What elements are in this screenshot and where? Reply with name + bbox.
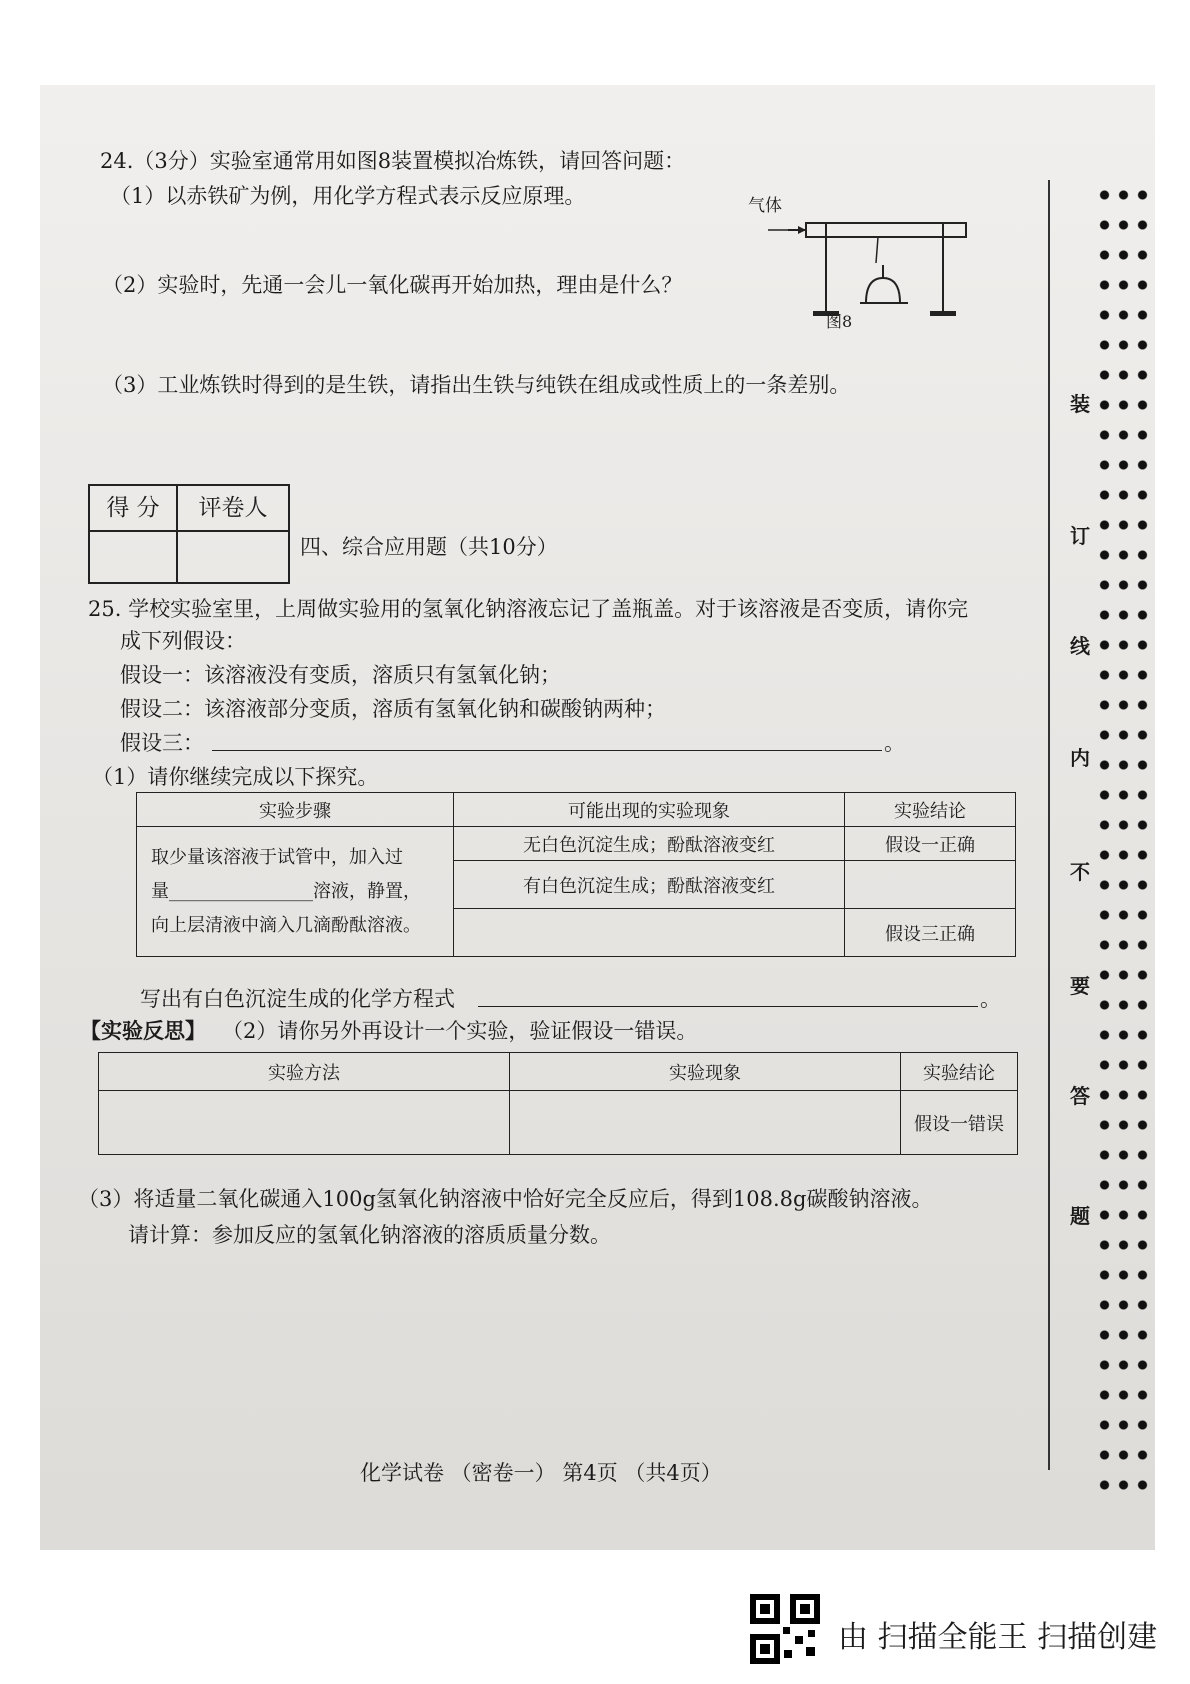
reflection-label: 【实验反思】: [80, 1018, 206, 1043]
q24-part2: （2）实验时，先通一会儿一氧化碳再开始加热，理由是什么？: [102, 273, 683, 297]
table1-header-step: 实验步骤: [137, 793, 454, 827]
experiment-table-2: [98, 1052, 1018, 1155]
binding-char: 装: [1070, 392, 1090, 416]
hypothesis-3-label: 假设三：: [120, 731, 204, 755]
q25-part3-line2: 请计算：参加反应的氢氧化钠溶液的溶质质量分数。: [128, 1223, 611, 1247]
reflection-text: （2）请你另外再设计一个实验，验证假设一错误。: [222, 1019, 698, 1043]
table1-phenomenon-1: 无白色沉淀生成；酚酞溶液变红: [454, 827, 845, 861]
q24-stem: 24.（3分）实验室通常用如图8装置模拟冶炼铁，请回答问题：: [100, 149, 686, 173]
step-line-2: 量________________溶液，静置，: [151, 880, 421, 902]
binding-char: 题: [1070, 1204, 1090, 1228]
table1-conclusion-2[interactable]: [845, 861, 1016, 909]
q25-part3-line1: （3）将适量二氧化碳通入100g氢氧化钠溶液中恰好完全反应后，得到108.8g碳酸钠溶液。: [78, 1187, 933, 1211]
binding-char: 内: [1070, 746, 1090, 770]
page-footer: 化学试卷 （密卷一） 第4页 （共4页）: [360, 1461, 722, 1485]
gas-label: 气体: [748, 196, 782, 216]
hypothesis-3-blank[interactable]: [212, 750, 882, 751]
equation-blank[interactable]: [478, 1006, 978, 1007]
step-line-3: 向上层清液中滴入几滴酚酞溶液。: [151, 914, 421, 936]
scanner-text: 由 扫描全能王 扫描创建: [838, 1620, 1158, 1655]
qr-code-icon: [750, 1594, 820, 1664]
step-line-1: 取少量该溶液于试管中，加入过: [151, 846, 403, 868]
binding-char: 不: [1070, 860, 1090, 884]
experiment-table-1: [136, 792, 1016, 957]
hypothesis-3-period: 。: [884, 731, 905, 755]
grader-label: 评卷人: [198, 495, 268, 521]
binding-char: 答: [1070, 1084, 1090, 1108]
q25-part1: （1）请你继续完成以下探究。: [92, 765, 379, 789]
binding-char: 订: [1070, 524, 1090, 548]
table2-header-method: 实验方法: [99, 1053, 510, 1091]
table2-header-conclusion: 实验结论: [901, 1053, 1018, 1091]
section-4-title: 四、综合应用题（共10分）: [300, 535, 558, 559]
binding-line: [1048, 180, 1050, 1470]
table1-header-phenomenon: 可能出现的实验现象: [454, 793, 845, 827]
figure-8-apparatus: [748, 196, 978, 363]
table2-header-phenomenon: 实验现象: [510, 1053, 901, 1091]
table1-conclusion-1: 假设一正确: [845, 827, 1016, 861]
q25-stem-line1: 25. 学校实验室里，上周做实验用的氢氧化钠溶液忘记了盖瓶盖。对于该溶液是否变质，请你完: [88, 597, 969, 621]
table1-conclusion-3: 假设三正确: [845, 909, 1016, 957]
table1-phenomenon-2: 有白色沉淀生成；酚酞溶液变红: [454, 861, 845, 909]
q24-part3: （3）工业炼铁时得到的是生铁，请指出生铁与纯铁在组成或性质上的一条差别。: [102, 373, 851, 397]
score-box: [88, 484, 290, 584]
q25-stem-line2: 成下列假设：: [120, 629, 246, 653]
figure-caption: 图8: [826, 312, 853, 331]
table2-phenomenon-cell[interactable]: [510, 1091, 901, 1155]
table2-method-cell[interactable]: [99, 1091, 510, 1155]
table2-conclusion-cell: 假设一错误: [901, 1091, 1018, 1155]
hypothesis-2: 假设二：该溶液部分变质，溶质有氢氧化钠和碳酸钠两种；: [120, 697, 666, 721]
binding-char: 要: [1070, 974, 1090, 998]
binding-char: 线: [1070, 634, 1090, 658]
equation-prompt: 写出有白色沉淀生成的化学方程式: [140, 987, 455, 1011]
score-label: 得 分: [90, 486, 178, 530]
equation-period: 。: [980, 987, 1001, 1011]
table1-step-cell: [137, 827, 454, 957]
q24-part1: （1）以赤铁矿为例，用化学方程式表示反应原理。: [110, 184, 586, 208]
table1-header-conclusion: 实验结论: [845, 793, 1016, 827]
binding-dots: [1095, 180, 1153, 1490]
hypothesis-1: 假设一：该溶液没有变质，溶质只有氢氧化钠；: [120, 663, 561, 687]
table1-phenomenon-3[interactable]: [454, 909, 845, 957]
